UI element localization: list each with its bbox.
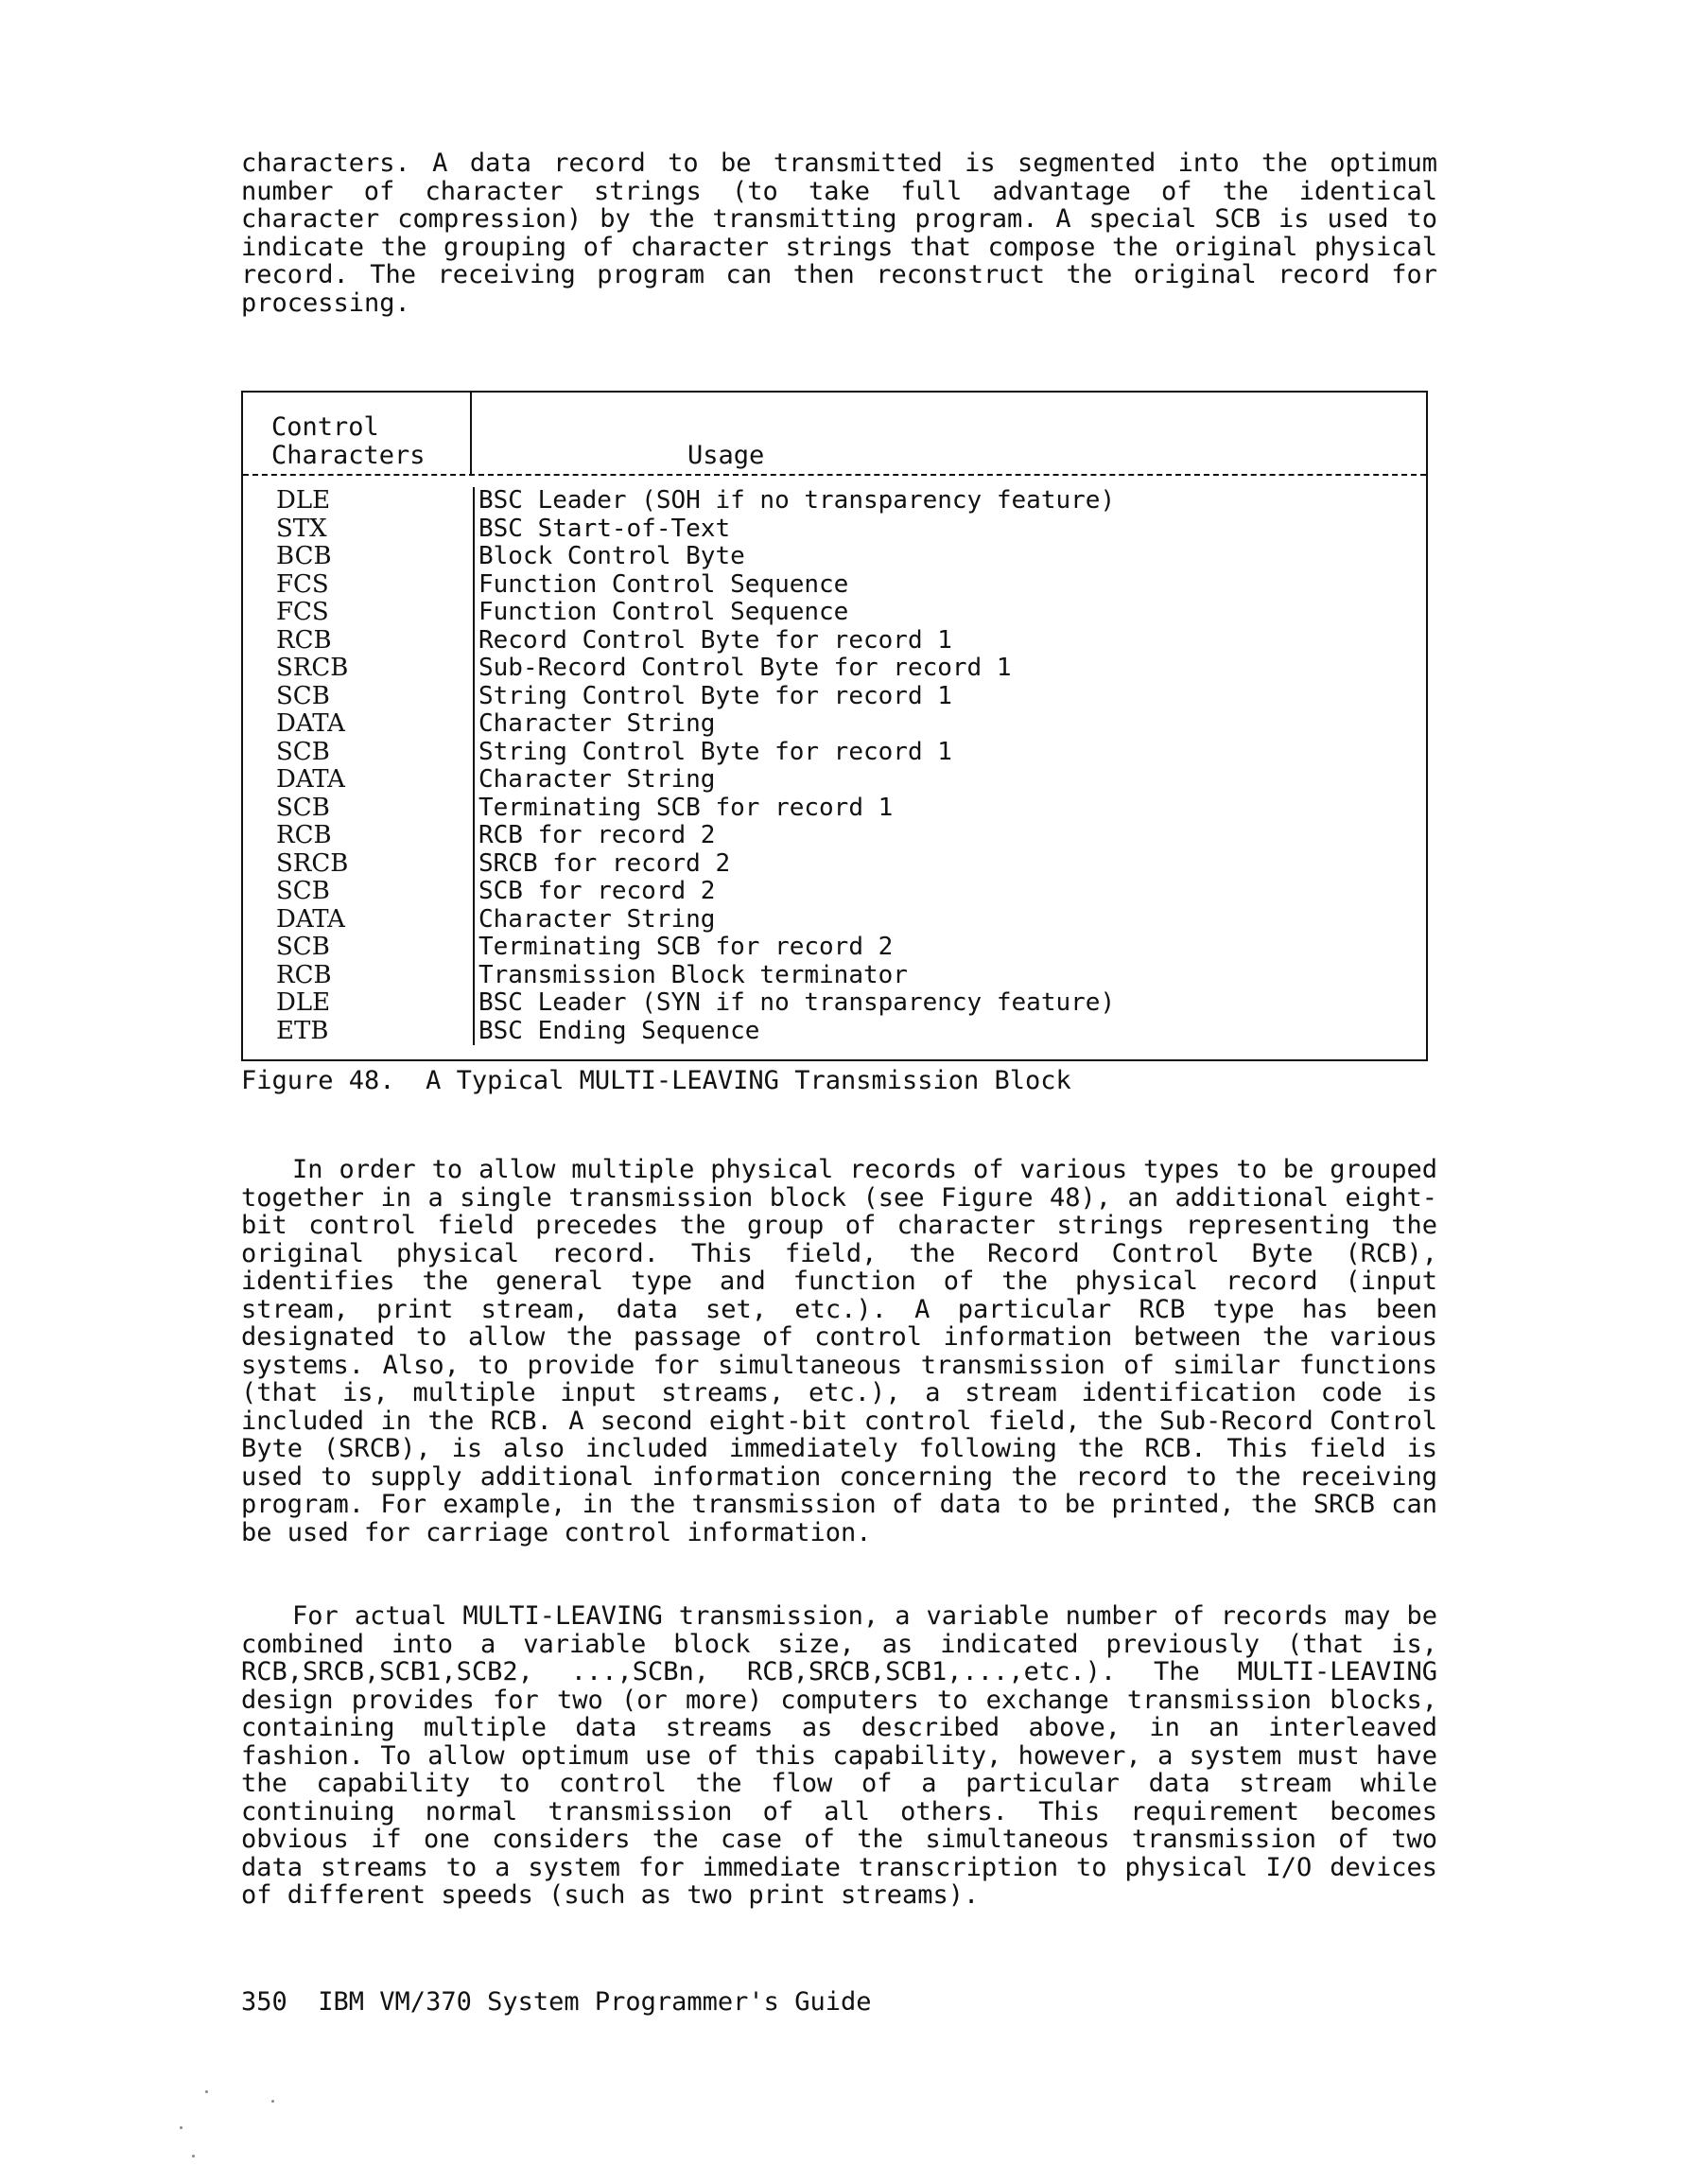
paragraph-2: In order to allow multiple physical records of various types to be grouped together in a single transmission block (see Figure 48), an additional eight-bit control field precedes the group of character strings representing the original physical record. This field, the Record Control Byte (RCB), identifies the general type and function of the physical record (input stream, print stream, data set, etc.). A particular RCB type has been designated to allow the passage of control information between the various systems. Also, to provide for simultaneous transmission of similar functions (that is, multiple input streams, etc.), a stream identification code is included in the RCB. A second eight-bit control field, the Sub-Record Control Byte (SRCB), is also included immediately following the RCB. This field is used to supply additional information concerning the record to the receiving program. For example, in the transmission of data to be printed, the SRCB can be used for carriage control information.: [241, 1155, 1437, 1547]
usage-cell: Character String: [473, 710, 715, 739]
usage-cell: Character String: [473, 906, 715, 935]
table-row: [243, 599, 1426, 627]
control-character-cell: SCB: [276, 737, 330, 766]
table-row: [243, 962, 1426, 990]
usage-cell: BSC Leader (SYN if no transparency feature): [473, 989, 1115, 1018]
control-character-cell: SRCB: [276, 848, 349, 878]
usage-cell: BSC Leader (SOH if no transparency feature): [473, 487, 1115, 515]
control-character-cell: ETB: [276, 1016, 329, 1045]
usage-cell: Function Control Sequence: [473, 571, 848, 600]
control-character-cell: RCB: [276, 960, 332, 989]
usage-cell: RCB for record 2: [473, 822, 715, 850]
top-paragraph: characters. A data record to be transmitted is segmented into the optimum number of character strings (to take full advantage of the identical character compression) by the transmitting program. A special SCB is used to indicate the grouping of character strings that compose the original physical record. The receiving program can then reconstruct the original record for processing.: [241, 149, 1437, 318]
scan-speck: [205, 2090, 208, 2093]
control-character-cell: DLE: [276, 486, 331, 515]
figure-table-header: [243, 406, 1426, 470]
usage-cell: BSC Start-of-Text: [473, 515, 730, 544]
control-character-cell: DATA: [276, 765, 345, 794]
table-row: [243, 934, 1426, 962]
usage-cell: Character String: [473, 766, 715, 795]
table-row: [243, 795, 1426, 823]
control-character-cell: FCS: [276, 598, 329, 626]
control-character-cell: SCB: [276, 933, 330, 961]
control-header-line2: Characters: [271, 440, 426, 470]
control-character-cell: DATA: [276, 709, 345, 738]
usage-cell: String Control Byte for record 1: [473, 683, 952, 711]
table-row: [243, 766, 1426, 795]
scan-speck: [180, 2126, 183, 2129]
table-row: [243, 989, 1426, 1018]
table-row: [243, 822, 1426, 850]
scan-speck: [192, 2155, 195, 2158]
control-character-cell: SRCB: [276, 654, 349, 682]
usage-cell: BSC Ending Sequence: [473, 1018, 759, 1046]
control-character-cell: SCB: [276, 681, 330, 710]
table-row: [243, 515, 1426, 544]
control-character-cell: RCB: [276, 821, 332, 849]
usage-cell: SRCB for record 2: [473, 850, 730, 879]
usage-cell: Terminating SCB for record 2: [473, 934, 893, 962]
control-character-cell: SCB: [276, 793, 330, 822]
control-character-cell: RCB: [276, 625, 332, 655]
control-characters-header: [271, 413, 451, 469]
table-row: [243, 850, 1426, 879]
table-row: [243, 878, 1426, 906]
table-row: [243, 543, 1426, 571]
table-row: [243, 906, 1426, 935]
page-footer: 350 IBM VM/370 System Programmer's Guide: [241, 1987, 872, 2017]
usage-cell: Function Control Sequence: [473, 599, 848, 627]
usage-cell: SCB for record 2: [473, 878, 715, 906]
paragraph-3: For actual MULTI-LEAVING transmission, a variable number of records may be combined into a variable block size, as indicated previously (that is, RCB,SRCB,SCB1,SCB2, ...,SCBn, RCB,SRCB,SCB1,...,etc.). The MULTI-LEAVING design provides for two (or more) computers to exchange transmission blocks, containing multiple data streams as described above, in an interleaved fashion. To allow optimum use of this capability, however, a system must have the capability to control the flow of a particular data stream while continuing normal transmission of all others. This requirement becomes obvious if one considers the case of the simultaneous transmission of two data streams to a system for immediate transcription to physical I/O devices of different speeds (such as two print streams).: [241, 1601, 1437, 1910]
table-row: [243, 627, 1426, 655]
figure-caption: Figure 48. A Typical MULTI-LEAVING Transmission Block: [241, 1066, 1071, 1095]
usage-cell: String Control Byte for record 1: [473, 739, 952, 767]
usage-cell: Transmission Block terminator: [473, 962, 908, 990]
usage-cell: Terminating SCB for record 1: [473, 795, 893, 823]
table-row: [243, 571, 1426, 600]
table-row: [243, 739, 1426, 767]
table-row: [243, 487, 1426, 515]
usage-cell: Record Control Byte for record 1: [473, 627, 952, 655]
table-row: [243, 655, 1426, 683]
usage-cell: Sub-Record Control Byte for record 1: [473, 655, 1012, 683]
table-row: [243, 683, 1426, 711]
control-character-cell: FCS: [276, 569, 329, 599]
table-row: [243, 710, 1426, 739]
figure-table-body: [243, 487, 1426, 1045]
control-header-line1: Control: [271, 412, 379, 442]
control-character-cell: DATA: [276, 904, 345, 934]
header-divider: [243, 474, 1426, 476]
table-row: [243, 1018, 1426, 1046]
figure-table: [241, 391, 1428, 1061]
control-character-cell: STX: [276, 514, 327, 543]
control-character-cell: SCB: [276, 877, 330, 905]
usage-header: Usage: [687, 441, 765, 470]
control-character-cell: BCB: [276, 542, 332, 570]
scan-speck: [271, 2100, 274, 2103]
control-character-cell: DLE: [276, 988, 331, 1017]
usage-cell: Block Control Byte: [473, 543, 745, 571]
